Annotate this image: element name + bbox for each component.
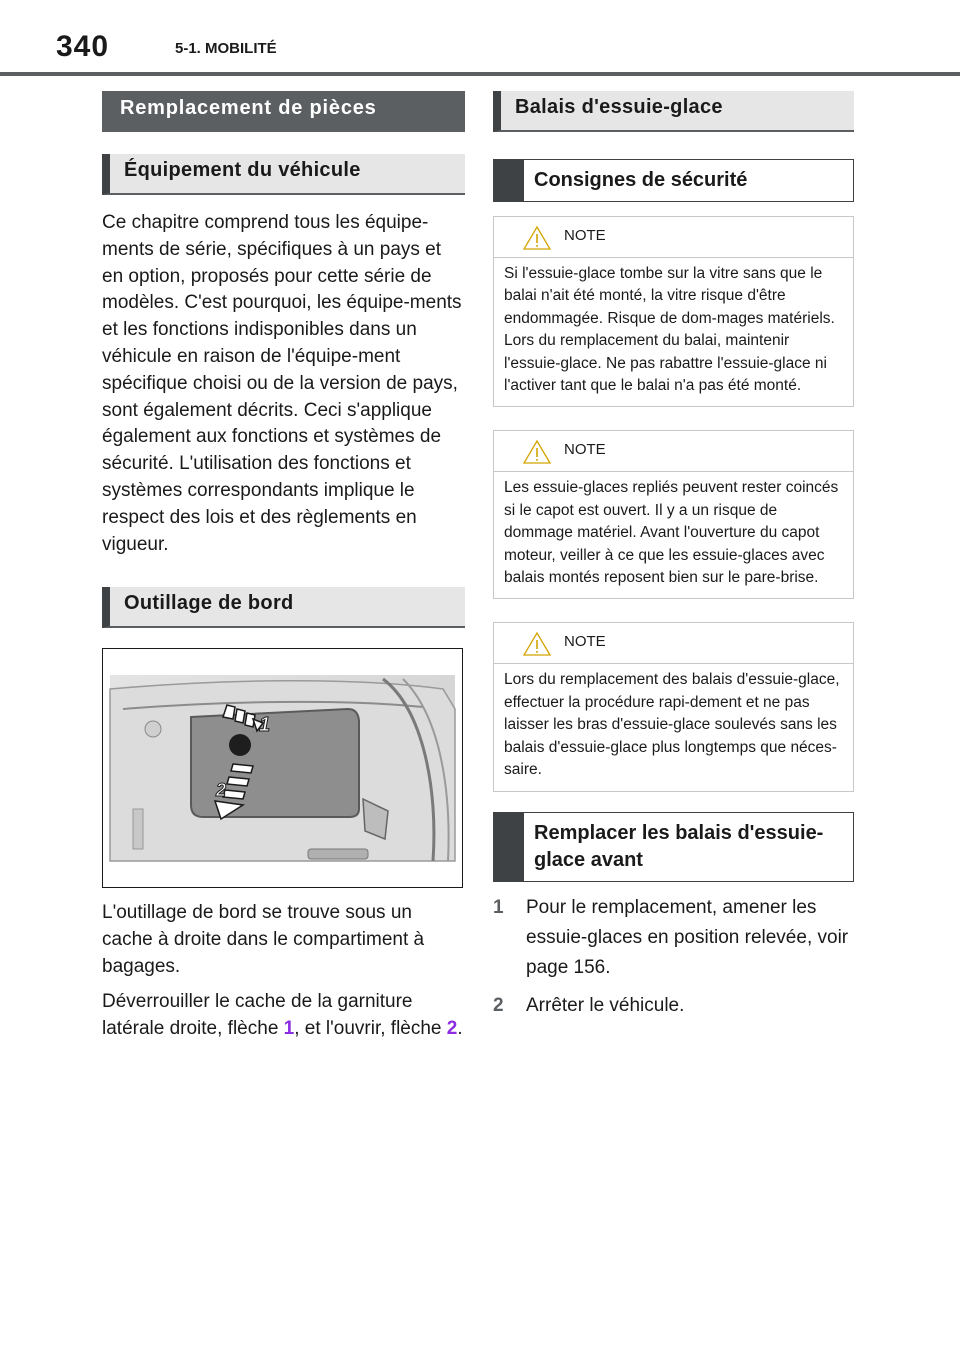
step-text: Pour le remplacement, amener les essuie-glaces en position relevée, voir page 156. — [526, 896, 849, 978]
heading-vehicle-equipment: Équipement du véhicule — [102, 154, 465, 195]
heading-replace-wipers — [493, 812, 854, 882]
note-title: NOTE — [564, 441, 606, 459]
warning-triangle-icon — [522, 225, 552, 251]
trunk-illustration — [103, 649, 463, 888]
note-title: NOTE — [564, 633, 606, 651]
step-text: Arrêter le véhicule. — [526, 994, 685, 1016]
section-label: 5-1. MOBILITÉ — [175, 40, 277, 57]
page-header — [0, 0, 960, 76]
figure-label-2: 2 — [216, 780, 227, 801]
left-column — [102, 91, 465, 1042]
tools-unlock-paragraph — [102, 989, 465, 1043]
heading-onboard-tools: Outillage de bord — [102, 587, 465, 628]
note-box — [493, 430, 854, 599]
heading-replace-wipers-label: Remplacer les balais d'essuie-glace avant — [534, 821, 824, 871]
main-heading-wipers: Balais d'essuie-glace — [493, 91, 854, 132]
note-box — [493, 622, 854, 791]
figure-label-1: 1 — [259, 714, 271, 737]
warning-triangle-icon — [522, 439, 552, 465]
step-number: 1 — [493, 896, 504, 918]
right-column — [493, 91, 854, 1021]
equipment-paragraph: Ce chapitre comprend tous les équipe-ments de série, spécifiques à un pays et en option, proposés pour cette série de modèles. C'est pourquoi, les équipe-ments et les fonctions indisponibles dans un véhicule en raison de l'équipe-ment spécifique choisi ou de la version de pays, sont également décrits. Ceci s'applique également aux fonctions et systèmes de sécurité. L'utilisation des fonctions et systèmes correspondants implique le respect des lois et des règlements en vigueur. — [102, 212, 462, 555]
note-text: Les essuie-glaces repliés peuvent rester coincés si le capot est ouvert. Il y a un risque de dommage matériel. Avant l'ouverture du capot moteur, veiller à ce que les essuie-glaces avec balais montés reposent bien sur le pare-brise. — [504, 479, 839, 587]
tools-location-paragraph: L'outillage de bord se trouve sous un cache à droite dans le compartiment à bagages. — [102, 902, 425, 977]
page-number: 340 — [56, 30, 110, 63]
note-text: Lors du remplacement des balais d'essuie-glace, effectuer la procédure rapi-dement et ne pas laisser les bras d'essuie-glace soulevés sans les balais d'essuie-glace plus longtemps que néces-saire. — [504, 671, 840, 779]
main-heading-replacement: Remplacement de pièces — [102, 91, 465, 132]
arrow-1-reference: 1 — [283, 1017, 295, 1039]
unlock-text-mid: , et l'ouvrir, flèche — [294, 1017, 442, 1039]
step-number: 2 — [493, 994, 504, 1016]
step-item — [493, 991, 854, 1021]
heading-safety-label: Consignes de sécurité — [534, 169, 748, 191]
step-item — [493, 893, 854, 983]
warning-triangle-icon — [522, 631, 552, 657]
unlock-text-start: Déverrouiller le cache de la garniture latérale droite, flèche — [102, 990, 413, 1039]
note-title: NOTE — [564, 227, 606, 244]
note-box — [493, 216, 854, 407]
trunk-figure — [102, 648, 463, 888]
steps-list — [493, 893, 854, 1021]
unlock-text-end: . — [457, 1017, 463, 1039]
heading-safety — [493, 159, 854, 202]
arrow-2-reference: 2 — [446, 1017, 458, 1039]
note-text: Si l'essuie-glace tombe sur la vitre sans que le balai n'ait été monté, la vitre risque d'être endommagée. Risque de dom-mages matériels. Lors du remplacement du balai, maintenir l'essuie-glace. Ne pas rabattre l'essuie-glace ni l'activer tant que le balai n'a pas été monté. — [504, 265, 835, 395]
